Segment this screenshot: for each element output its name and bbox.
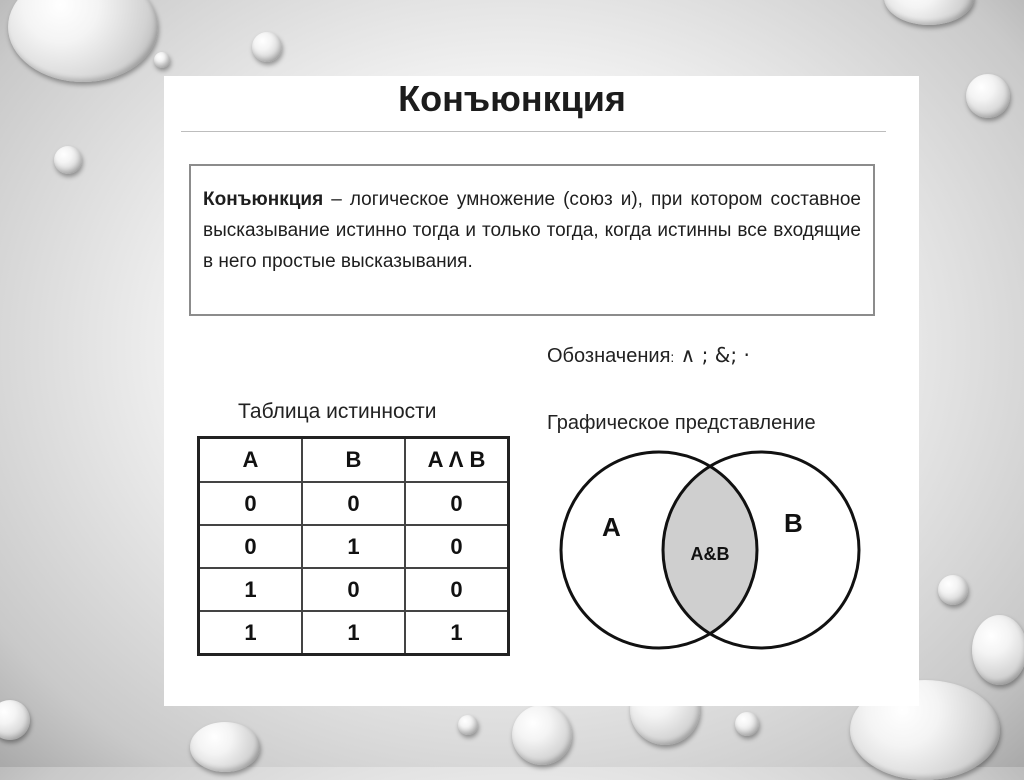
table-cell: 0	[405, 568, 509, 611]
water-drop	[938, 575, 968, 605]
water-drop	[884, 0, 974, 25]
table-row	[199, 611, 509, 655]
notation-colon: :	[670, 349, 675, 365]
water-drop	[735, 712, 759, 736]
truth-table-caption: Таблица истинности	[238, 400, 437, 423]
truth-table	[197, 436, 510, 656]
water-drop	[54, 146, 82, 174]
table-cell: 0	[302, 568, 405, 611]
table-cell: 1	[199, 611, 303, 655]
venn-label-a: A	[602, 512, 621, 542]
water-drop	[512, 705, 572, 765]
table-header-row	[199, 438, 509, 483]
water-drop	[252, 32, 282, 62]
table-cell: 0	[199, 525, 303, 568]
table-cell: 1	[302, 611, 405, 655]
table-cell: 0	[199, 482, 303, 525]
water-drop	[8, 0, 158, 82]
water-drop	[154, 52, 170, 68]
slide-title: Конъюнкция	[398, 78, 626, 119]
notation-symbols: ∧ ; &; ·	[674, 343, 750, 367]
definition-term: Конъюнкция	[203, 189, 324, 210]
venn-diagram	[548, 446, 868, 658]
water-drop	[972, 615, 1024, 685]
graphic-caption: Графическое представление	[547, 412, 816, 434]
water-drop	[190, 722, 260, 772]
table-cell: 1	[405, 611, 509, 655]
water-drop	[458, 715, 478, 735]
header-cell: A	[199, 438, 303, 483]
table-row	[199, 482, 509, 525]
table-cell: 1	[302, 525, 405, 568]
notation-label: Обозначения	[547, 345, 671, 367]
definition-text: – логическое умножение (союз и), при котором составное высказывание истинно тогда и только тогда, когда истинны все входящие в него простые высказывания.	[203, 189, 861, 272]
notation	[547, 343, 750, 368]
table-cell: 0	[405, 482, 509, 525]
title-divider	[181, 131, 886, 132]
header-cell: A Λ B	[405, 438, 509, 483]
header-cell: B	[302, 438, 405, 483]
table-row	[199, 525, 509, 568]
venn-label-b: B	[784, 508, 803, 538]
table-cell: 0	[405, 525, 509, 568]
definition-box	[189, 164, 875, 316]
table-row	[199, 568, 509, 611]
venn-label-ab: A&B	[690, 544, 730, 564]
table-cell: 0	[302, 482, 405, 525]
water-drop	[0, 700, 30, 740]
table-cell: 1	[199, 568, 303, 611]
